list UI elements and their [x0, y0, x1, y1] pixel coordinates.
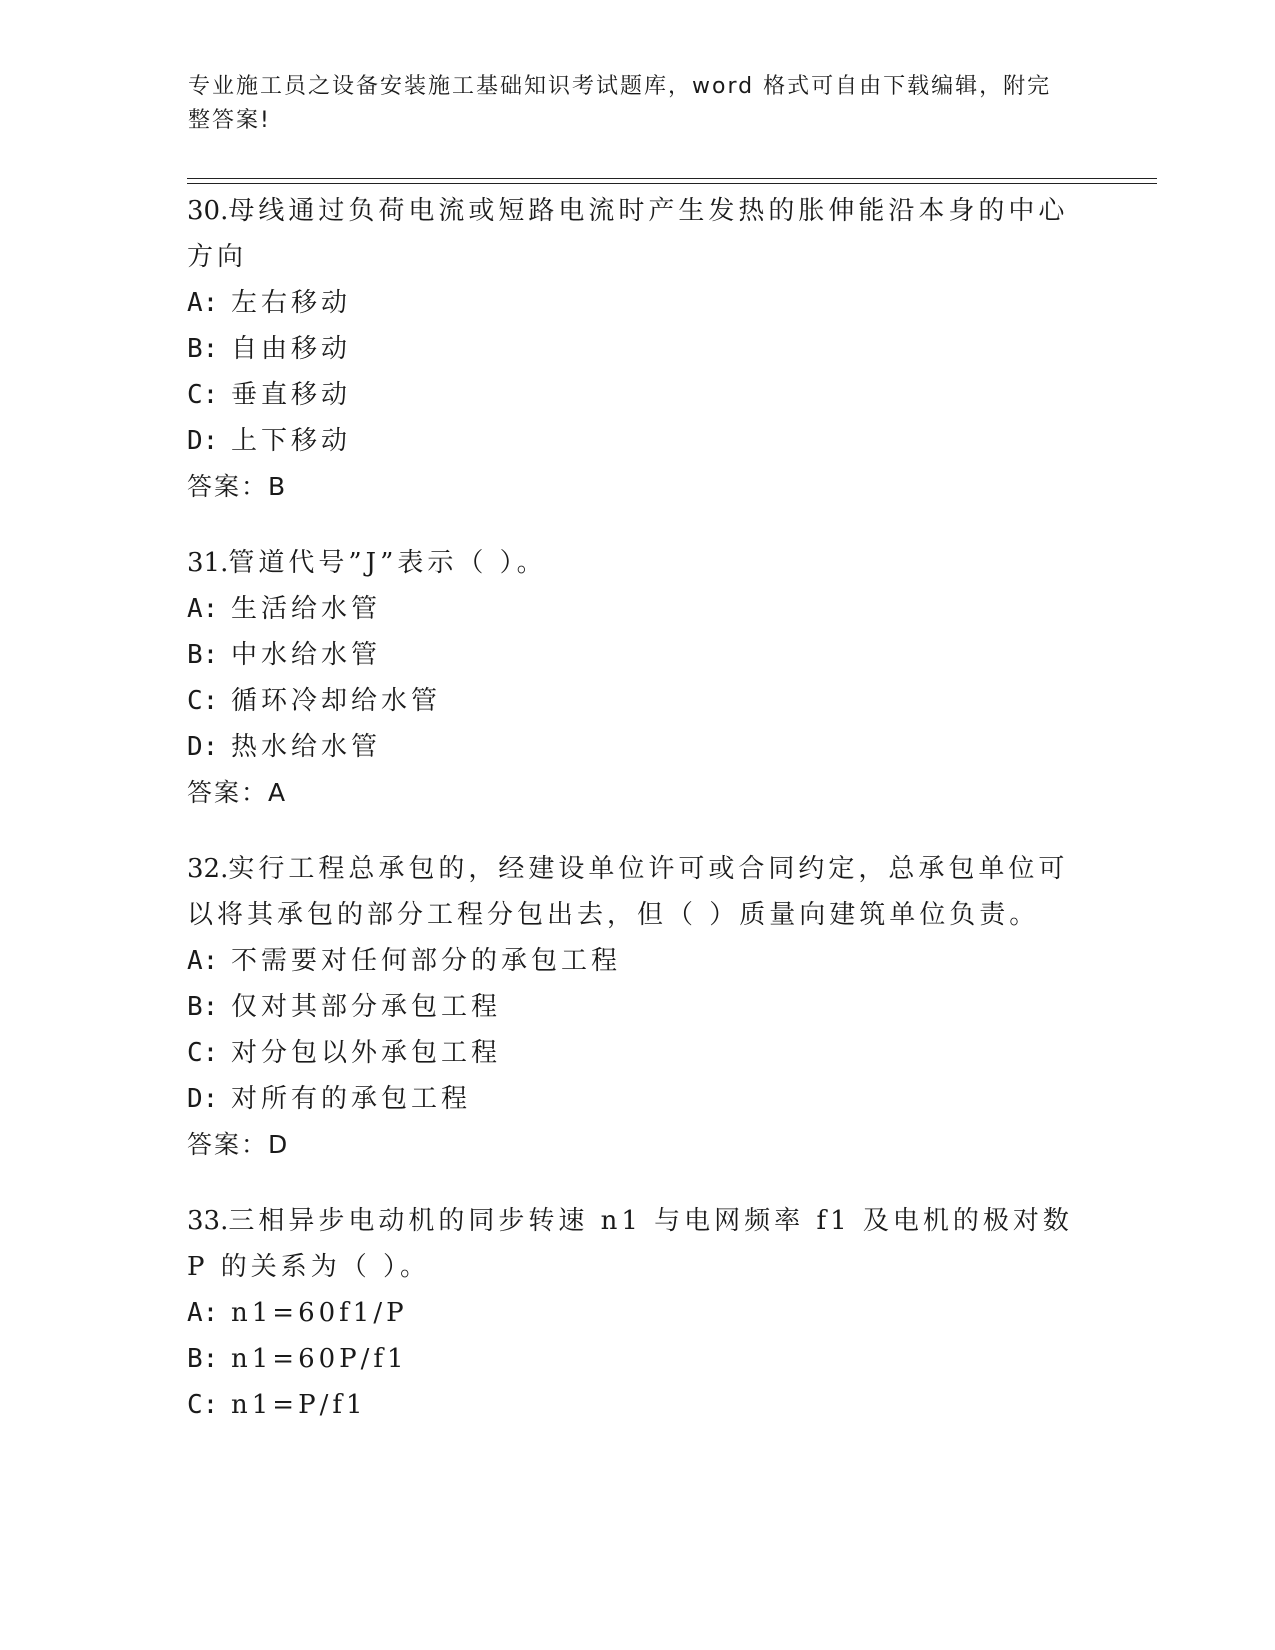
option-text: 对所有的承包工程 — [231, 1084, 472, 1114]
question-number: 30. — [187, 196, 229, 226]
option-text: n1=60f1/P — [231, 1298, 408, 1328]
option-text: 自由移动 — [231, 334, 352, 364]
option-letter: C: — [187, 380, 219, 410]
option-letter: A: — [187, 946, 219, 976]
question-32 — [187, 846, 1087, 1168]
option-text: n1=P/f1 — [231, 1390, 367, 1420]
question-number: 32. — [187, 854, 229, 884]
option-letter: B: — [187, 992, 219, 1022]
question-stem — [187, 540, 1087, 586]
option-c — [187, 1030, 1087, 1076]
option-letter: A: — [187, 594, 219, 624]
option-text: 上下移动 — [231, 426, 352, 456]
option-letter: C: — [187, 686, 219, 716]
option-text: 左右移动 — [231, 288, 352, 318]
question-31 — [187, 540, 1087, 816]
option-text: n1=60P/f1 — [231, 1344, 408, 1374]
option-a — [187, 586, 1087, 632]
option-text: 不需要对任何部分的承包工程 — [231, 946, 622, 976]
option-letter: D: — [187, 1084, 219, 1114]
option-c — [187, 678, 1087, 724]
option-b — [187, 326, 1087, 372]
document-header: 专业施工员之设备安装施工基础知识考试题库，word 格式可自由下载编辑，附完整答案! — [188, 74, 1052, 133]
option-a — [187, 1290, 1087, 1336]
question-stem — [187, 846, 1087, 938]
option-letter: D: — [187, 426, 219, 456]
option-letter: A: — [187, 288, 219, 318]
question-stem — [187, 188, 1087, 280]
option-text: 对分包以外承包工程 — [231, 1038, 502, 1068]
option-a — [187, 280, 1087, 326]
answer-line: 答案：D — [187, 1130, 290, 1159]
option-b — [187, 984, 1087, 1030]
answer-line: 答案：B — [187, 472, 288, 501]
option-letter: B: — [187, 1344, 219, 1374]
option-text: 垂直移动 — [231, 380, 352, 410]
question-stem — [187, 1198, 1087, 1290]
question-text: 实行工程总承包的，经建设单位许可或合同约定，总承包单位可以将其承包的部分工程分包出去，但（ ）质量向建筑单位负责。 — [187, 854, 1069, 930]
option-d — [187, 724, 1087, 770]
option-text: 循环冷却给水管 — [231, 686, 442, 716]
question-33 — [187, 1198, 1087, 1428]
question-number: 33. — [187, 1206, 229, 1236]
option-c — [187, 1382, 1087, 1428]
question-30 — [187, 188, 1087, 510]
option-d — [187, 418, 1087, 464]
option-letter: C: — [187, 1390, 219, 1420]
question-text: 母线通过负荷电流或短路电流时产生发热的胀伸能沿本身的中心方向 — [187, 196, 1069, 272]
option-text: 中水给水管 — [231, 640, 382, 670]
option-text: 生活给水管 — [231, 594, 382, 624]
option-b — [187, 632, 1087, 678]
option-letter: C: — [187, 1038, 219, 1068]
question-text: 管道代号”J”表示（ ）。 — [228, 548, 547, 578]
answer-line: 答案：A — [187, 778, 288, 807]
question-list — [187, 188, 1087, 1458]
option-letter: D: — [187, 732, 219, 762]
question-text: 三相异步电动机的同步转速 n1 与电网频率 f1 及电机的极对数 P 的关系为（ ）。 — [187, 1206, 1073, 1282]
option-d — [187, 1076, 1087, 1122]
option-b — [187, 1336, 1087, 1382]
option-text: 仅对其部分承包工程 — [231, 992, 502, 1022]
header-rule-top — [187, 178, 1157, 179]
option-letter: A: — [187, 1298, 219, 1328]
question-number: 31. — [187, 548, 229, 578]
option-letter: B: — [187, 334, 219, 364]
option-c — [187, 372, 1087, 418]
option-text: 热水给水管 — [231, 732, 382, 762]
option-a — [187, 938, 1087, 984]
header-rule-bottom — [187, 183, 1157, 184]
option-letter: B: — [187, 640, 219, 670]
